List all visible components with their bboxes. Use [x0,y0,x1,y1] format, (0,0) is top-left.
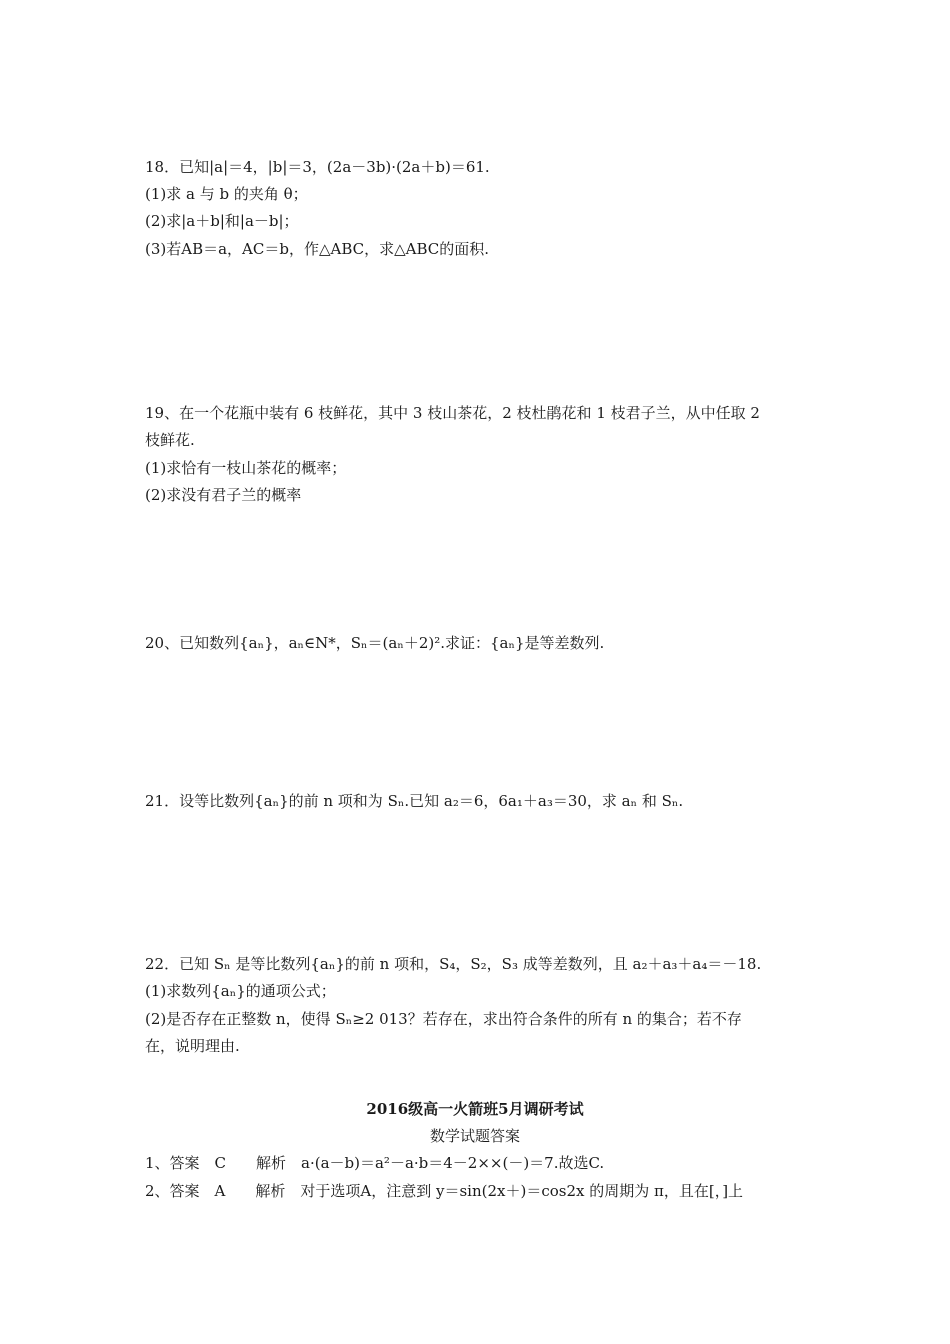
problem-20-stem: 20、已知数列{aₙ}，aₙ∈N*，Sₙ＝(aₙ＋2)².求证：{aₙ}是等差数列. [145,634,605,652]
answer-1: 1、答案 C 解析 a·(a－b)＝a²－a·b＝4－2××(－)＝7.故选C. [145,1154,605,1172]
problem-22-part-1: (1)求数列{aₙ}的通项公式； [145,982,336,1000]
problem-19-stem-line-1: 19、在一个花瓶中装有 6 枝鲜花，其中 3 枝山茶花，2 枝杜鹃花和 1 枝君子兰，从中任取 2 [145,404,760,422]
problem-18-part-2: (2)求|a＋b|和|a－b|； [145,212,299,230]
problem-21-stem: 21．设等比数列{aₙ}的前 n 项和为 Sₙ.已知 a₂＝6，6a₁＋a₃＝30，求 aₙ 和 Sₙ. [145,792,684,810]
problem-18-stem: 18．已知|a|＝4，|b|＝3，(2a－3b)·(2a＋b)＝61. [145,158,490,176]
problem-22-stem: 22．已知 Sₙ 是等比数列{aₙ}的前 n 项和，S₄，S₂，S₃ 成等差数列，且 a₂＋a₃＋a₄＝－18. [145,955,762,973]
problem-18-part-1: (1)求 a 与 b 的夹角 θ； [145,185,308,203]
answer-heading: 2016级高一火箭班5月调研考试 [366,1100,584,1118]
problem-19-part-1: (1)求恰有一枝山茶花的概率； [145,459,347,477]
problem-18-part-3: (3)若AB＝a，AC＝b，作△ABC，求△ABC的面积. [145,240,490,258]
answer-2: 2、答案 A 解析 对于选项A，注意到 y＝sin(2x＋)＝cos2x 的周期为 π，且在[，]上 [145,1182,744,1200]
problem-19-part-2: (2)求没有君子兰的概率 [145,486,302,504]
problem-22-part-2-line-2: 在，说明理由. [145,1037,240,1055]
problem-22-part-2-line-1: (2)是否存在正整数 n，使得 Sₙ≥2 013？若存在，求出符合条件的所有 n 的集合；若不存 [145,1010,742,1028]
problem-19-stem-line-2: 枝鲜花. [145,431,195,449]
answer-subheading: 数学试题答案 [429,1127,520,1145]
